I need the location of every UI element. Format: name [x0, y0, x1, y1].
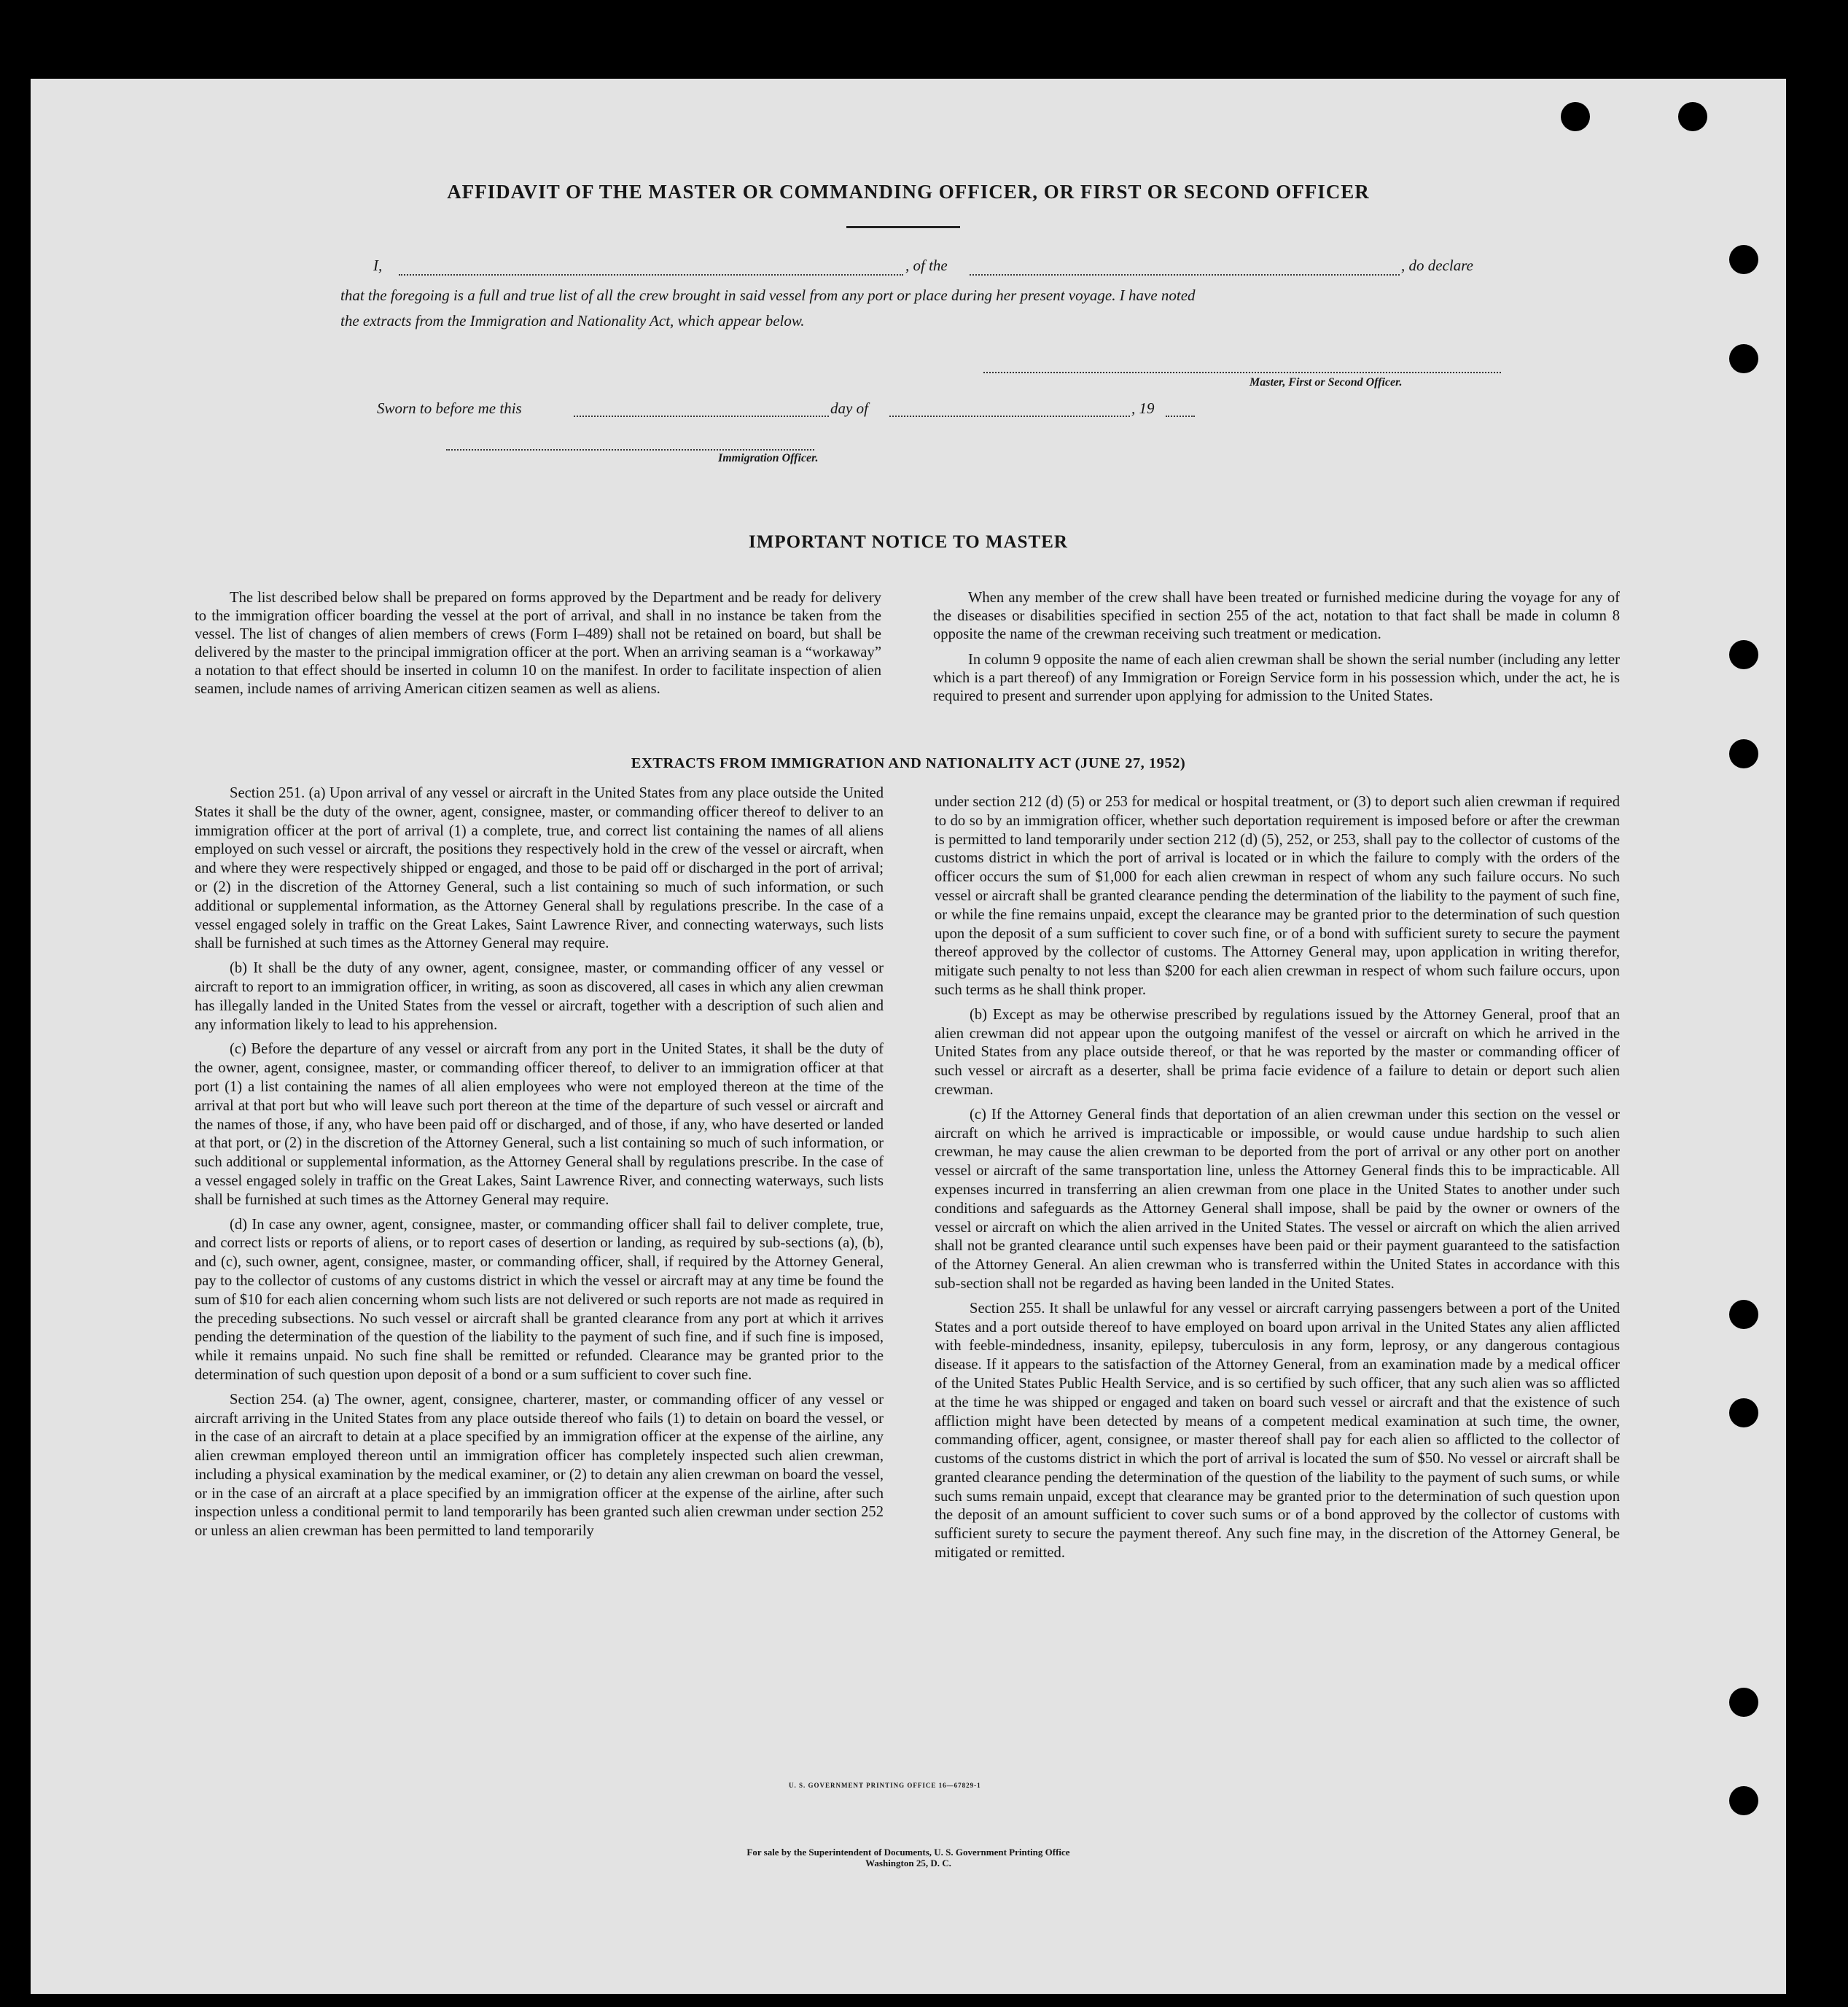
binder-hole — [1729, 1786, 1758, 1815]
notice-right-column — [933, 589, 1620, 713]
binder-hole — [1678, 102, 1707, 131]
sale-notice — [31, 1847, 1786, 1868]
binder-hole — [1561, 102, 1590, 131]
notice-paragraph: When any member of the crew shall have been treated or furnished medicine during the voyage for any of the diseases or disabilities specified in section 255 of the act, notation to that fact shall be made in column 8 opposite the name of the crewman receiving such treatment or medication. — [933, 590, 1620, 642]
notice-left-column — [195, 589, 881, 706]
binder-hole — [1729, 344, 1758, 373]
master-signature-label: Master, First or Second Officer. — [1249, 376, 1403, 389]
section-paragraph: (b) Except as may be otherwise prescribed by regulations issued by the Attorney General, proof that an alien crewman did not appear upon the outgoing manifest of the vessel or aircraft on which he arrived in the United States from any place outside thereof, or that he was reported by the master or commanding officer of such vessel or aircraft as a deserter, shall be prima facie evidence of a failure to detain or deport such alien crewman. — [935, 1006, 1620, 1098]
extracts-left-column — [195, 784, 884, 1547]
section-paragraph: (b) It shall be the duty of any owner, agent, consignee, master, or commanding officer of any vessel or aircraft to report to an immigration officer, in writing, as soon as discovered, all cases in which any alien crewman has illegally landed in the United States from the vessel or aircraft, together with a description of such alien and any information likely to lead to his apprehension. — [195, 960, 884, 1033]
year-label: , 19 — [1131, 400, 1155, 417]
binder-hole — [1729, 640, 1758, 669]
extracts-title: EXTRACTS FROM IMMIGRATION AND NATIONALITY ACT (JUNE 27, 1952) — [631, 755, 1186, 771]
notice-paragraph: The list described below shall be prepared on forms approved by the Department and be ready for delivery to the immigration officer boarding the vessel at the port of arrival, and shall in no instance be taken from the vessel. The list of changes of alien members of crews (Form I–489) shall not be retained on board, but shall be delivered by the master to the principal immigration officer at the port. When an arriving seaman is a “workaway” a notation to that effect should be inserted in column 10 on the manifest. In order to facilitate inspection of alien seamen, include names of arriving American citizen seamen as well as aliens. — [195, 590, 881, 697]
binder-hole — [1729, 1688, 1758, 1717]
affidavit-i-label: I, — [373, 257, 383, 274]
section-paragraph: Section 255. It shall be unlawful for any vessel or aircraft carrying passengers between a port of the United States and a port outside thereof to have employed on board upon arrival in the United States any alien afflicted with feeble-mindedness, insanity, epilepsy, tuberculosis in any form, leprosy, or any dangerous contagious disease. If it appears to the satisfaction of the Attorney General, from an examination made by a medical officer of the United States Public Health Service, and is so certified by such officer, that any such alien was so afflicted at the time he was shipped or engaged and taken on board such vessel or aircraft and that the existence of such affliction might have been detected by means of a competent medical examination at such time, the owner, commanding officer, agent, consignee, or master thereof shall pay for each alien so afflicted to the collector of customs of the customs district in which the port of arrival is located the sum of $50. No vessel or aircraft shall be granted clearance pending the determination of the question of the liability to the payment of such sums, or while such sums remain unpaid, except that clearance may be granted prior to the determination of such question upon the deposit of an amount sufficient to cover such sums or of a bond approved by the collector of customs with sufficient surety to secure the payment thereof. Any such fine may, in the discretion of the Attorney General, be mitigated or remitted. — [935, 1300, 1620, 1562]
binder-hole — [1729, 1398, 1758, 1427]
year-field[interactable] — [1166, 416, 1195, 417]
sworn-label: Sworn to before me this — [377, 400, 522, 417]
affidavit-statement-line: that the foregoing is a full and true list of all the crew brought in said vessel from any port or place during her present voyage. I have noted — [340, 287, 1196, 304]
month-field[interactable] — [889, 416, 1130, 417]
section-paragraph: (c) If the Attorney General finds that deportation of an alien crewman under this section on the vessel or aircraft on which he arrived is impracticable or impossible, or would cause undue hardship to such alien crewman, he may cause the alien crewman to be deported from the port of arrival or any other port on another vessel or aircraft of the same transportation line, unless the Attorney General finds this to be impracticable. All expenses incurred in transferring an alien crewman from one place in the United States to another under such conditions and safeguards as the Attorney General shall impose, shall be paid by the owner or owners of the vessel or aircraft on which the alien arrived in the United States. The vessel or aircraft on which the alien arrived shall not be granted clearance until such expenses have been paid or their payment guaranteed to the satisfaction of the Attorney General. An alien crewman who is transferred within the United States in accordance with this sub-section shall not be regarded as having been landed in the United States. — [935, 1106, 1620, 1292]
section-paragraph: Section 254. (a) The owner, agent, consignee, charterer, master, or commanding officer of any vessel or aircraft arriving in the United States from any place outside thereof who fails (1) to detain on board the vessel, or in the case of an aircraft to detain at a place specified by an immigration officer at the expense of the airline, any alien crewman employed thereon until an immigration officer has completely inspected such alien crewman, including a physical examination by the medical examiner, or (2) to detain any alien crewman on board the vessel, or in the case of an aircraft at a place specified by an immigration officer at the expense of the airline, after such inspection unless a conditional permit to land temporarily has been granted such alien crewman under section 252 or unless an alien crewman has been permitted to land temporarily — [195, 1391, 884, 1540]
section-paragraph: (c) Before the departure of any vessel or aircraft from any port in the United States, it shall be the duty of the owner, agent, consignee, master, or commanding officer thereof, to deliver to an immigration officer at that port (1) a list containing the names of all alien employees who were not employed thereon at the time of the arrival at that port but who will leave such port thereon at the time of the departure of such vessel or aircraft and the names of those, if any, who have been paid off or discharged, and of those, if any, who have deserted or landed at that port, or (2) in the discretion of the Attorney General, such a list containing so much of such information, or such additional or supplemental information, as the Attorney General shall by regulations prescribe. In the case of a vessel engaged solely in traffic on the Great Lakes, Saint Lawrence River, and connecting waterways, such lists shall be furnished at such times as the Attorney General may require. — [195, 1041, 884, 1208]
form-page — [31, 79, 1786, 1994]
notice-paragraph: In column 9 opposite the name of each alien crewman shall be shown the serial number (including any letter which is a part thereof) of any Immigration or Foreign Service form in his possession which, under the act, he is required to present and surrender upon applying for admission to the United States. — [933, 652, 1620, 704]
binder-hole — [1729, 245, 1758, 274]
vessel-name-field[interactable] — [970, 274, 1400, 276]
affidavit-of-label: , of the — [905, 257, 948, 274]
immigration-officer-label: Immigration Officer. — [718, 452, 819, 464]
master-signature-field[interactable] — [983, 372, 1501, 373]
immigration-officer-signature-field[interactable] — [446, 449, 814, 451]
notice-title: IMPORTANT NOTICE TO MASTER — [749, 532, 1068, 552]
sale-notice-line: Washington 25, D. C. — [865, 1858, 951, 1868]
title-divider — [846, 226, 960, 228]
affidavit-title: AFFIDAVIT OF THE MASTER OR COMMANDING OFFICER, OR FIRST OR SECOND OFFICER — [447, 181, 1370, 203]
section-paragraph: (d) In case any owner, agent, consignee, master, or commanding officer shall fail to deliver complete, true, and correct lists or reports of aliens, or to report cases of desertion or landing, as required by sub-sections (a), (b), and (c), such owner, agent, consignee, master, or commanding officer, shall, if required by the Attorney General, pay to the collector of customs of any customs district in which the vessel or aircraft may at any time be found the sum of $10 for each alien concerning whom such lists are not delivered or such reports are not made as required in the preceding subsections. No such vessel or aircraft shall be granted clearance from any port at which it arrives pending the determination of the question of the liability to the payment of such fine, and if such fine is imposed, while it remains unpaid. No such fine shall be remitted or refunded. Clearance may be granted prior to the determination of such question upon deposit of a bond or a sum sufficient to cover such fine. — [195, 1216, 884, 1383]
extracts-right-column — [935, 793, 1620, 1569]
sworn-date-field[interactable] — [574, 416, 829, 417]
declarant-name-field[interactable] — [399, 274, 903, 276]
binder-hole — [1729, 1300, 1758, 1329]
section-paragraph: under section 212 (d) (5) or 253 for medical or hospital treatment, or (3) to deport such alien crewman if required to do so by an immigration officer, whether such deportation requirement is imposed before or after the crewman is permitted to land temporarily under section 212 (d) (5), 252, or 253, shall pay to the collector of customs of the customs district in which the port of arrival is located or in which the failure to comply with the orders of the officer occurs the sum of $1,000 for each alien crewman in respect of whom any such failure occurs. No such vessel or aircraft shall be granted clearance pending the determination of the liability to the payment of such fine, or while the fine remains unpaid, except the clearance may be granted prior to the determination of such question upon the deposit of a sum sufficient to cover such fine, or of a bond with sufficient surety to secure the payment thereof approved by the collector of customs. The Attorney General may, upon application in writing therefor, mitigate such penalty to not less than $200 for each alien crewman in respect of whom such failure occurs, upon such terms as he shall think proper. — [935, 794, 1620, 998]
affidavit-statement-line: the extracts from the Immigration and Nationality Act, which appear below. — [340, 312, 805, 330]
day-of-label: day of — [830, 400, 868, 417]
section-paragraph: Section 251. (a) Upon arrival of any vessel or aircraft in the United States from any place outside the United States it shall be the duty of the owner, agent, consignee, master, or commanding officer thereof to deliver to an immigration officer at the port of arrival (1) a complete, true, and correct list containing the names of all aliens employed on such vessel or aircraft, the positions they respectively hold in the crew of the vessel or aircraft, when and where they were respectively shipped or engaged, and those to be paid off or discharged in the port of arrival; or (2) in the discretion of the Attorney General, such a list containing so much of such information, or such additional or supplemental information, as the Attorney General shall by regulations prescribe. In the case of a vessel engaged solely in traffic on the Great Lakes, Saint Lawrence River, and connecting waterways, such lists shall be furnished at such times as the Attorney General may require. — [195, 785, 884, 952]
affidavit-declare-label: , do declare — [1401, 257, 1473, 274]
printing-office-imprint: U. S. GOVERNMENT PRINTING OFFICE 16—67829-1 — [789, 1782, 981, 1789]
sale-notice-line: For sale by the Superintendent of Documents, U. S. Government Printing Office — [746, 1847, 1070, 1858]
